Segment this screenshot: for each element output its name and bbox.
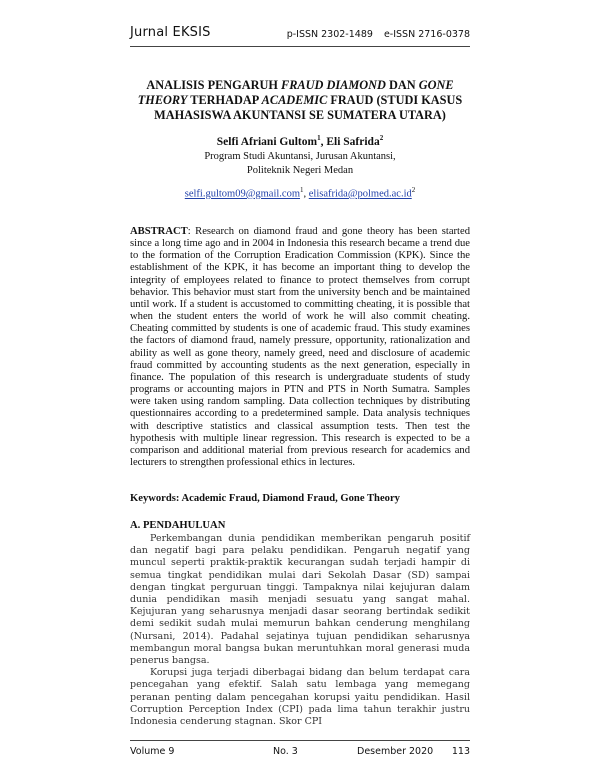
affiliation xyxy=(128,150,472,178)
affiliation-line-2: Politeknik Negeri Medan xyxy=(246,165,354,176)
email-link-1[interactable]: selfi.gultom09@gmail.com xyxy=(184,188,301,200)
email-line xyxy=(128,186,472,200)
footer-date: Desember 2020 xyxy=(357,746,434,757)
running-header xyxy=(130,25,470,47)
author-1-mark: 1 xyxy=(317,134,321,142)
email-1-mark: 1 xyxy=(300,186,304,194)
email-2-mark: 2 xyxy=(411,186,416,194)
abstract-text: : Research on diamond fraud and gone theory has been started since a long time ago and in 2004 in Indonesia this research became a trend due to the formation of the Corruption Eradication Commission (KPK). Since the establishment of the KPK, it has become an important thing to develop the integrity of employees related to finance to protect themselves from corrupt behavior. This behavior must start from the university bench and be maintained until work. If a student is accustomed to committing cheating, it is possible that when the student enters the world of work he will also commit cheating. Cheating committed by students is one of academic fraud. This study examines the factors of diamond fraud, namely pressure, opportunity, rationalization and ability as well as gone theory, namely greed, need and disclosure of academic fraud committed by accounting students as the next generation, especially in finance. The population of this research is undergraduate students of study programs or accounting majors in PTN and PTS in North Sumatra. Samples were taken using random sampling. Data collection techniques by distributing questionnaires according to a predetermined sample. Data analysis techniques with descriptive statistics and classical assumption tests. Then test the hypothesis with multiple linear regression. This research is expected to be a comparison and additional material from previous research for academics and lecturers to strengthen professional ethics in lectures. xyxy=(130,226,470,468)
author-separator: , xyxy=(320,135,327,148)
title-italic-2: GONE THEORY xyxy=(137,78,454,107)
section-heading: A. PENDAHULUAN xyxy=(130,520,226,531)
journal-name: Jurnal EKSIS xyxy=(130,25,211,40)
section-body xyxy=(130,533,470,728)
e-issn: e-ISSN 2716-0378 xyxy=(383,29,470,40)
running-footer xyxy=(130,740,470,759)
page-number: 113 xyxy=(451,746,470,757)
paper-title xyxy=(128,78,472,123)
affiliation-line-1: Program Studi Akuntansi, Jurusan Akuntansi, xyxy=(204,151,396,162)
paragraph-1: Perkembangan dunia pendidikan memberikan pengaruh positif dan negatif bagi para pelaku pendidikan. Pengaruh negatif yang muncul seperti praktik-praktik kecurangan sudah terjadi hampir di semua tingkat pendidikan mulai dari Sekolah Dasar (SD) sampai dengan tingkat perguruan tinggi. Tampaknya nilai kejujuran dalam dunia pendidikan masih menjadi sesuatu yang sangat mahal. Kejujuran yang seharusnya menjadi dasar seorang bertindak sedikit demi sedikit sudah mulai memurun bahkan cenderung menghilang (Nursani, 2014). Padahal sejatinya tujuan pendidikan seharusnya membangun moral bangsa bukan meruntuhkan moral generasi muda penerus bangsa. xyxy=(130,533,470,667)
keywords: Keywords: Academic Fraud, Diamond Fraud, Gone Theory xyxy=(130,493,400,504)
abstract xyxy=(130,226,470,469)
title-italic-1: FRAUD DIAMOND xyxy=(281,78,386,92)
title-italic-3: ACADEMIC xyxy=(261,93,328,107)
title-part-1: ANALISIS PENGARUH xyxy=(146,78,282,92)
abstract-label: ABSTRACT xyxy=(130,226,188,237)
footer-number: No. 3 xyxy=(273,746,298,757)
email-link-2[interactable]: elisafrida@polmed.ac.id xyxy=(308,188,412,200)
author-2-mark: 2 xyxy=(379,134,384,142)
title-part-2: DAN xyxy=(385,78,419,92)
title-part-4: FRAUD (STUDI KASUS MAHASISWA AKUNTANSI SE SUMATERA UTARA) xyxy=(154,93,463,122)
email-separator: , xyxy=(303,188,309,200)
paragraph-2: Korupsi juga terjadi diberbagai bidang dan belum terdapat cara pencegahan yang efektif. Salah satu lembaga yang memegang peranan penting dalam pencegahan korupsi yaitu pendidikan. Hasil Corruption Perception Index (CPI) pada lima tahun terakhir justru Indonesia cenderung stagnan. Skor CPI xyxy=(130,667,470,728)
author-1: Selfi Afriani Gultom xyxy=(216,135,318,148)
issn-info xyxy=(287,29,470,40)
title-part-3: TERHADAP xyxy=(187,93,262,107)
footer-volume: Volume 9 xyxy=(130,746,175,757)
author-line xyxy=(128,134,472,148)
author-2: Eli Safrida xyxy=(326,135,380,148)
p-issn: p-ISSN 2302-1489 xyxy=(286,29,373,40)
